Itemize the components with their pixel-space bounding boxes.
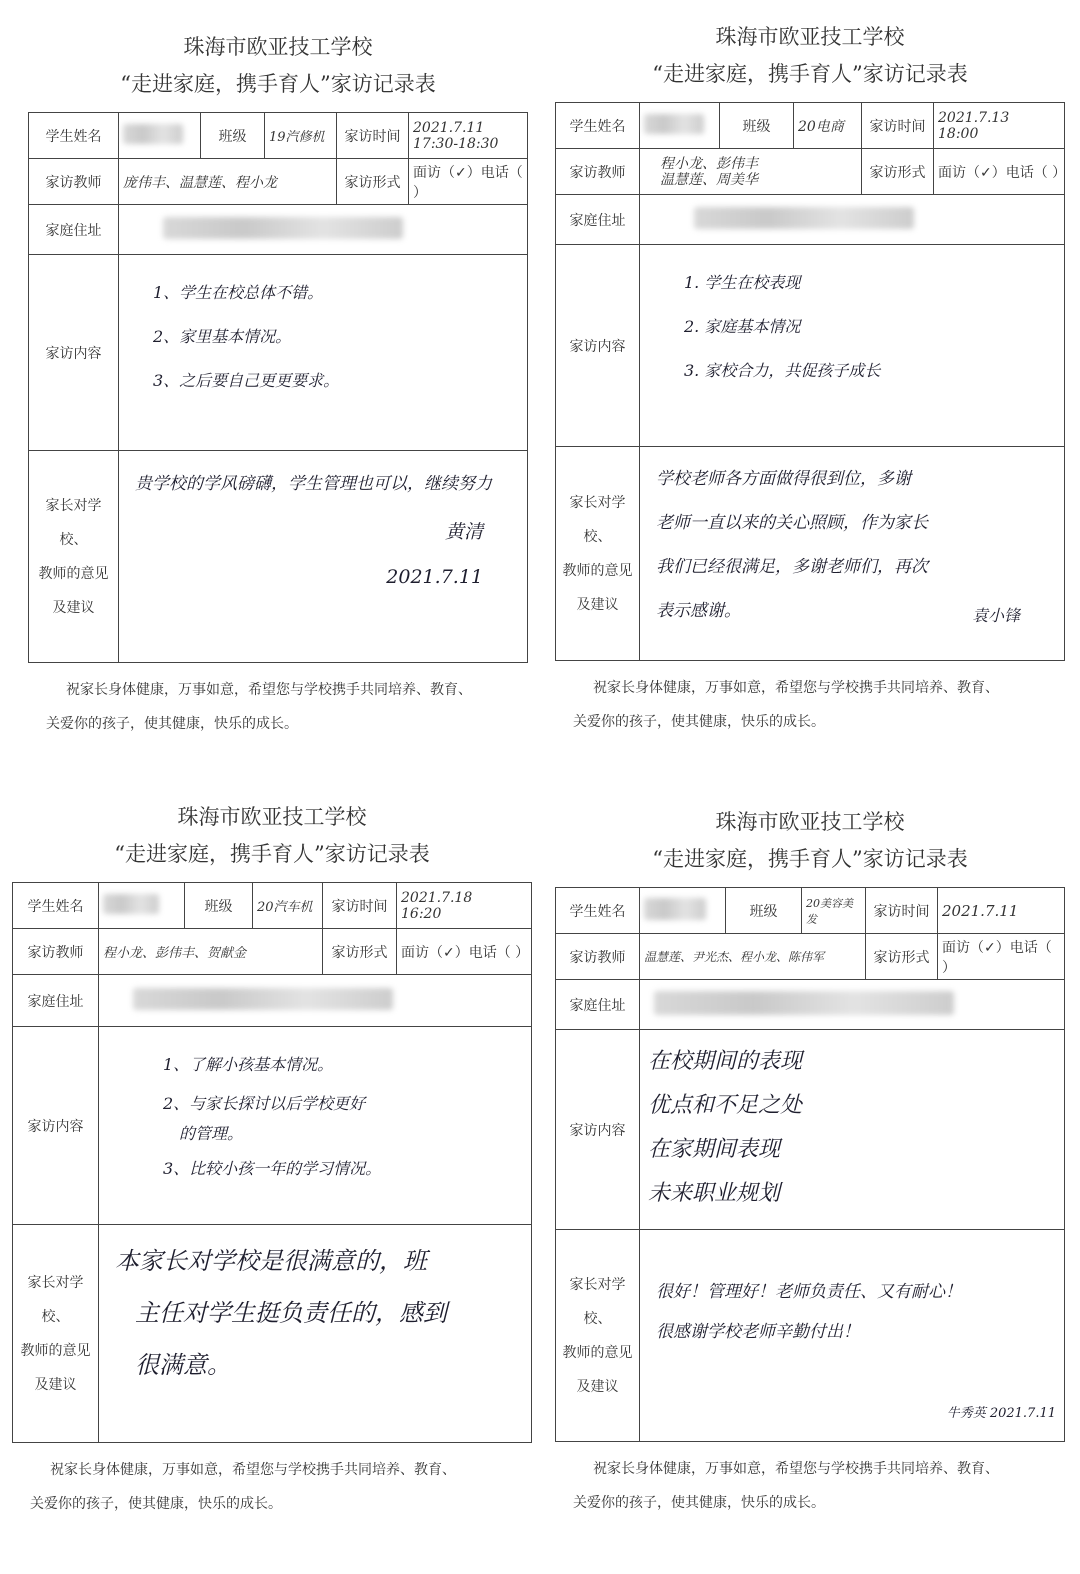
student-name-label: 学生姓名 <box>556 888 640 934</box>
content-line: 未来职业规划 <box>648 1181 781 1206</box>
opinion-label <box>13 1225 99 1443</box>
content-line: 优点和不足之处 <box>648 1093 803 1118</box>
teacher-value: 温慧莲、尹光杰、程小龙、陈伟军 <box>640 934 866 980</box>
visit-time-label: 家访时间 <box>866 888 938 934</box>
address-label: 家庭住址 <box>556 980 640 1030</box>
opinion-label-line: 及建议 <box>576 596 619 613</box>
visit-date: 2021.7.18 <box>401 889 473 906</box>
signature-date: 2021.7.11 <box>386 566 483 588</box>
blessing <box>555 1452 1065 1520</box>
teacher-value: 程小龙、彭伟丰、贺献金 <box>99 929 323 975</box>
opinion-label-line: 及建议 <box>576 1378 619 1395</box>
visit-hours: 17:30-18:30 <box>413 135 499 152</box>
content-area <box>640 245 1065 447</box>
address-label: 家庭住址 <box>29 205 119 255</box>
blessing-line: 关爱你的孩子，使其健康，快乐的成长。 <box>573 1495 825 1511</box>
school-name: 珠海市欧亚技工学校 <box>177 805 367 829</box>
opinion-line: 很好！管理好！老师负责任、又有耐心！ <box>656 1282 962 1302</box>
record-table <box>12 882 532 1443</box>
content-line: 2. 家庭基本情况 <box>684 317 801 336</box>
opinion-line: 很感谢学校老师辛勤付出！ <box>656 1322 860 1342</box>
content-label: 家访内容 <box>556 245 640 447</box>
form-options: 面访（✓）电话（ ） <box>938 934 1065 980</box>
content-line: 3、比较小孩一年的学习情况。 <box>163 1159 382 1178</box>
blessing-line: 祝家长身体健康，万事如意，希望您与学校携手共同培养、教育、 <box>66 682 472 698</box>
blessing-line: 关爱你的孩子，使其健康，快乐的成长。 <box>30 1496 282 1512</box>
visit-time-label: 家访时间 <box>323 883 397 929</box>
visit-date: 2021.7.11 <box>413 119 485 136</box>
blessing-line: 关爱你的孩子，使其健康，快乐的成长。 <box>573 714 825 730</box>
student-name-value <box>99 883 185 929</box>
class-value: 20汽车机 <box>253 883 323 929</box>
teacher-value <box>640 149 862 195</box>
opinion-label-line: 家长对学校、 <box>569 494 626 545</box>
visit-time-value <box>397 883 532 929</box>
opinion-area <box>640 447 1065 661</box>
opinion-label-line: 教师的意见 <box>38 565 109 582</box>
teacher-label: 家访教师 <box>556 149 640 195</box>
opinion-line: 我们已经很满足，多谢老师们，再次 <box>656 557 928 577</box>
content-line: 2、与家长探讨以后学校更好 <box>163 1094 366 1113</box>
opinion-label-line: 教师的意见 <box>562 1344 633 1361</box>
form-label: 家访形式 <box>866 934 938 980</box>
opinion-line: 本家长对学校是很满意的，班 <box>115 1247 427 1275</box>
content-label: 家访内容 <box>13 1027 99 1225</box>
address-value <box>640 980 1065 1030</box>
opinion-area <box>119 451 528 663</box>
visit-time-value: 2021.7.11 <box>938 888 1065 934</box>
opinion-area <box>640 1230 1065 1442</box>
content-label: 家访内容 <box>556 1030 640 1230</box>
content-line: 在家期间表现 <box>648 1137 781 1162</box>
content-line: 1. 学生在校表现 <box>684 273 801 292</box>
opinion-label-line: 教师的意见 <box>562 562 633 579</box>
form-title: “走进家庭，携手育人”家访记录表 <box>652 62 968 86</box>
form-title: “走进家庭，携手育人”家访记录表 <box>120 72 436 96</box>
class-label: 班级 <box>726 888 802 934</box>
address-value <box>119 205 528 255</box>
student-name-value <box>640 103 720 149</box>
class-value: 19汽修机 <box>265 113 337 159</box>
class-label: 班级 <box>185 883 253 929</box>
student-name-label: 学生姓名 <box>29 113 119 159</box>
opinion-line: 老师一直以来的关心照顾，作为家长 <box>656 513 928 533</box>
content-line: 1、学生在校总体不错。 <box>153 283 324 302</box>
teacher-label: 家访教师 <box>29 159 119 205</box>
opinion-line: 学校老师各方面做得很到位，多谢 <box>656 469 911 489</box>
record-sheet-2 <box>555 20 1065 739</box>
opinion-label <box>556 1230 640 1442</box>
form-options: 面访（✓）电话（ ） <box>934 149 1065 195</box>
opinion-area <box>99 1225 532 1443</box>
opinion-line: 很满意。 <box>135 1351 231 1379</box>
record-table <box>555 887 1065 1442</box>
address-value <box>99 975 532 1027</box>
address-value <box>640 195 1065 245</box>
form-label: 家访形式 <box>337 159 409 205</box>
opinion-line: 主任对学生挺负责任的，感到 <box>135 1299 447 1327</box>
parent-signature: 黄清 <box>444 521 483 543</box>
blessing-line: 祝家长身体健康，万事如意，希望您与学校携手共同培养、教育、 <box>50 1462 456 1478</box>
visit-time-label: 家访时间 <box>862 103 934 149</box>
opinion-label-line: 及建议 <box>52 599 95 616</box>
visit-time-value <box>409 113 528 159</box>
blessing-line: 祝家长身体健康，万事如意，希望您与学校携手共同培养、教育、 <box>593 680 999 696</box>
teacher-line: 温慧莲、周美华 <box>660 171 758 188</box>
teacher-value: 庞伟丰、温慧莲、程小龙 <box>119 159 337 205</box>
blessing <box>12 1453 532 1521</box>
visit-hours: 18:00 <box>938 125 979 142</box>
blessing-line: 祝家长身体健康，万事如意，希望您与学校携手共同培养、教育、 <box>593 1461 999 1477</box>
opinion-label-line: 教师的意见 <box>20 1342 91 1359</box>
form-title: “走进家庭，携手育人”家访记录表 <box>652 847 968 871</box>
school-name: 珠海市欧亚技工学校 <box>183 35 373 59</box>
content-line: 1、了解小孩基本情况。 <box>163 1055 334 1074</box>
content-area <box>119 255 528 451</box>
class-label: 班级 <box>201 113 265 159</box>
address-label: 家庭住址 <box>556 195 640 245</box>
blessing <box>555 671 1065 739</box>
opinion-text: 贵学校的学风磅礴，学生管理也可以，继续努力 <box>135 474 492 494</box>
visit-hours: 16:20 <box>401 905 442 922</box>
visit-time-label: 家访时间 <box>337 113 409 159</box>
student-name-value <box>119 113 201 159</box>
visit-time-value <box>934 103 1065 149</box>
address-label: 家庭住址 <box>13 975 99 1027</box>
record-table <box>28 112 528 663</box>
school-name: 珠海市欧亚技工学校 <box>715 810 905 834</box>
blessing-line: 关爱你的孩子，使其健康，快乐的成长。 <box>46 716 298 732</box>
opinion-label-line: 家长对学校、 <box>45 497 102 548</box>
class-value: 20美容美发 <box>802 888 866 934</box>
content-label: 家访内容 <box>29 255 119 451</box>
content-line: 的管理。 <box>179 1124 244 1143</box>
student-name-label: 学生姓名 <box>13 883 99 929</box>
teacher-line: 程小龙、彭伟丰 <box>660 155 758 172</box>
opinion-label <box>556 447 640 661</box>
opinion-label-line: 家长对学校、 <box>27 1274 84 1325</box>
record-sheet-1 <box>28 30 528 741</box>
record-table <box>555 102 1065 661</box>
content-area <box>99 1027 532 1225</box>
record-sheet-3 <box>12 800 532 1521</box>
content-line: 在校期间的表现 <box>648 1049 803 1074</box>
form-label: 家访形式 <box>323 929 397 975</box>
student-name-label: 学生姓名 <box>556 103 640 149</box>
visit-date: 2021.7.13 <box>938 109 1010 126</box>
opinion-label-line: 家长对学校、 <box>569 1276 626 1327</box>
form-label: 家访形式 <box>862 149 934 195</box>
content-line: 3. 家校合力，共促孩子成长 <box>684 361 881 380</box>
content-line: 3、之后要自己更更要求。 <box>153 371 340 390</box>
opinion-label-line: 及建议 <box>34 1376 77 1393</box>
class-label: 班级 <box>720 103 794 149</box>
teacher-label: 家访教师 <box>556 934 640 980</box>
opinion-label <box>29 451 119 663</box>
form-options: 面访（✓）电话（ ） <box>397 929 532 975</box>
record-sheet-4 <box>555 805 1065 1520</box>
form-options: 面访（✓）电话（ ） <box>409 159 528 205</box>
class-value: 20电商 <box>794 103 862 149</box>
parent-signature: 袁小锋 <box>971 606 1020 625</box>
opinion-line: 表示感谢。 <box>656 601 741 621</box>
student-name-value <box>640 888 726 934</box>
teacher-label: 家访教师 <box>13 929 99 975</box>
parent-signature: 牛秀英 2021.7.11 <box>946 1406 1056 1421</box>
blessing <box>28 673 528 741</box>
content-area <box>640 1030 1065 1230</box>
form-title: “走进家庭，携手育人”家访记录表 <box>114 842 430 866</box>
school-name: 珠海市欧亚技工学校 <box>715 25 905 49</box>
content-line: 2、家里基本情况。 <box>153 327 292 346</box>
